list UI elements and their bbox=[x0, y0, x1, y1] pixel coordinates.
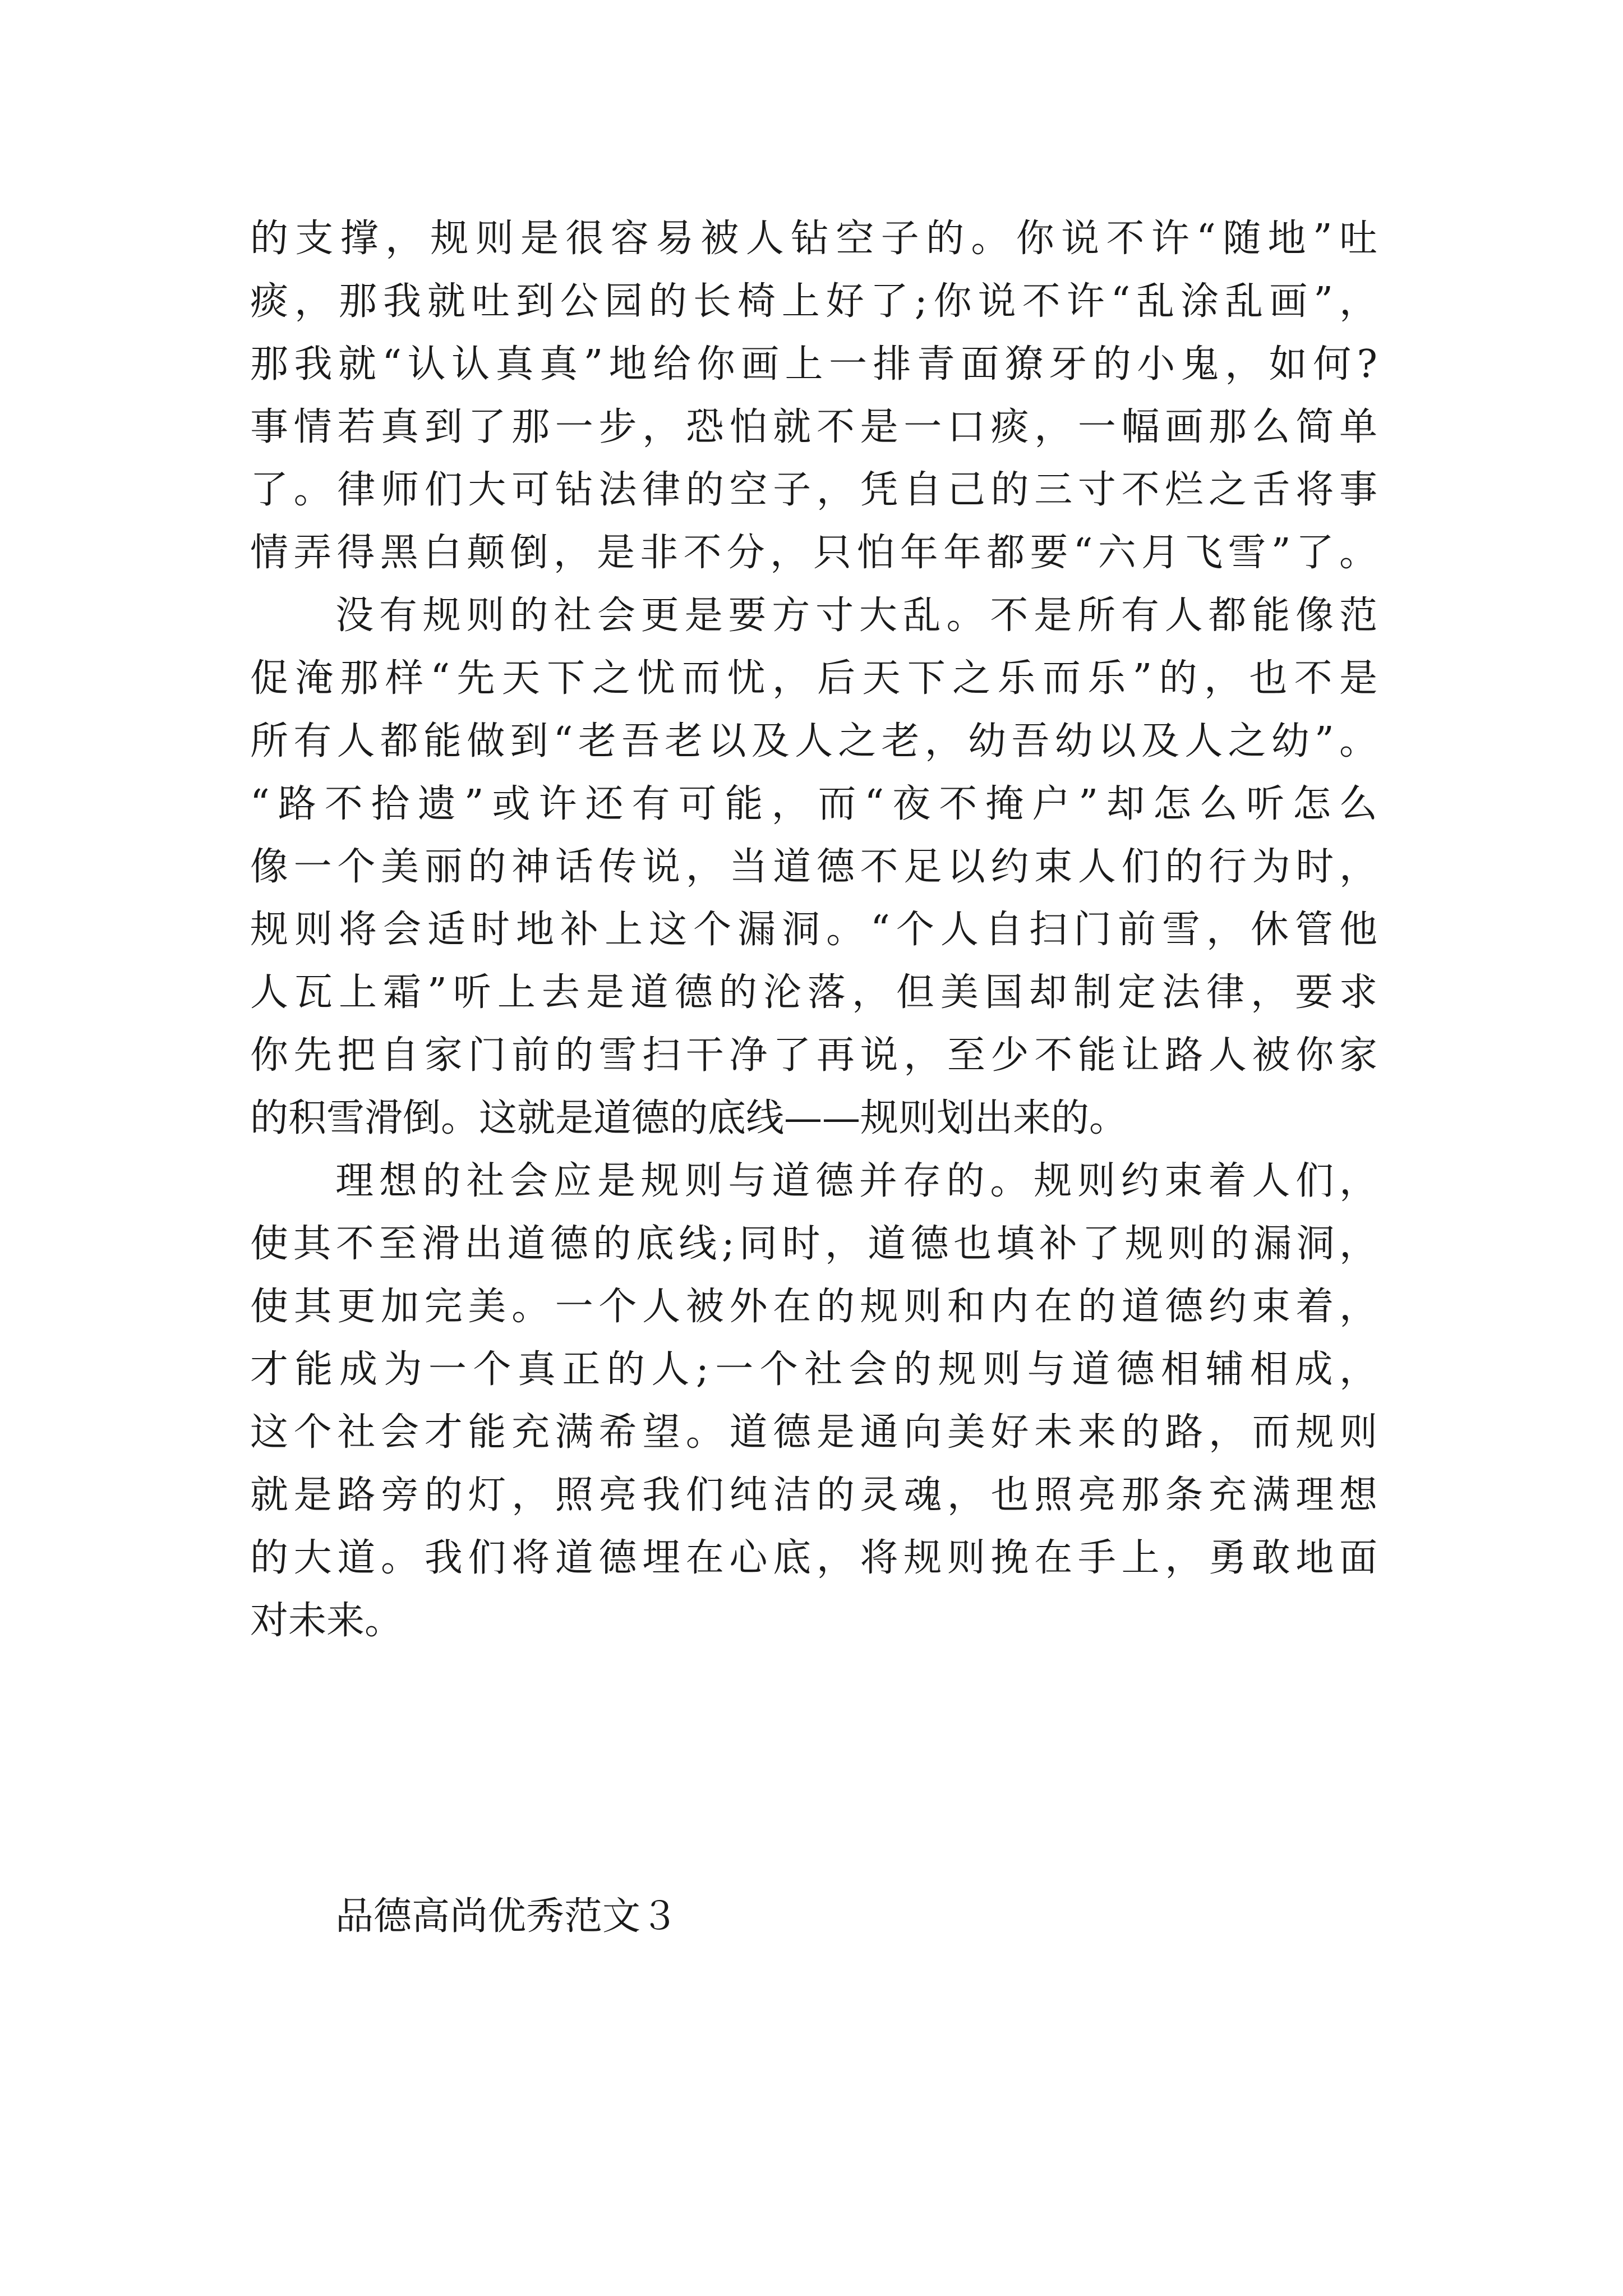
text-line: 你先把自家门前的雪扫干净了再说，至少不能让路人被你家 bbox=[250, 1033, 1377, 1078]
paragraph-1 bbox=[250, 208, 1377, 585]
essay-body bbox=[250, 208, 1377, 1653]
text-line: 使其更加完美。一个人被外在的规则和内在的道德约束着， bbox=[250, 1285, 1377, 1329]
text-line: 对未来。 bbox=[250, 1599, 403, 1643]
text-line: 所有人都能做到“老吾老以及人之老，幼吾幼以及人之幼”。 bbox=[250, 719, 1377, 763]
text-line: “路不拾遗”或许还有可能，而“夜不掩户”却怎么听怎么 bbox=[250, 782, 1377, 826]
text-line: 痰，那我就吐到公园的长椅上好了;你说不许“乱涂乱画”， bbox=[250, 279, 1377, 324]
paragraph-2 bbox=[250, 585, 1377, 1150]
text-line: 的支撑，规则是很容易被人钻空子的。你说不许“随地”吐 bbox=[250, 217, 1377, 261]
section-heading: 品德高尚优秀范文３ bbox=[335, 1894, 679, 1939]
text-line: 规则将会适时地补上这个漏洞。“个人自扫门前雪，休管他 bbox=[250, 908, 1377, 952]
text-line: 就是路旁的灯，照亮我们纯洁的灵魂，也照亮那条充满理想 bbox=[250, 1473, 1377, 1517]
text-line: 像一个美丽的神话传说，当道德不足以约束人们的行为时， bbox=[250, 845, 1377, 889]
text-line: 理想的社会应是规则与道德并存的。规则约束着人们， bbox=[335, 1159, 1377, 1203]
text-line: 的大道。我们将道德埋在心底，将规则挽在手上，勇敢地面 bbox=[250, 1536, 1377, 1580]
text-line: 的积雪滑倒。这就是道德的底线——规则划出来的。 bbox=[250, 1096, 1128, 1140]
text-line: 人瓦上霜”听上去是道德的沦落，但美国却制定法律，要求 bbox=[250, 970, 1377, 1015]
text-line: 促淹那样“先天下之忧而忧，后天下之乐而乐”的，也不是 bbox=[250, 656, 1377, 701]
text-line: 情弄得黑白颠倒，是非不分，只怕年年都要“六月飞雪”了。 bbox=[250, 531, 1377, 575]
text-line: 事情若真到了那一步，恐怕就不是一口痰，一幅画那么简单 bbox=[250, 405, 1377, 449]
text-line: 使其不至滑出道德的底线;同时，道德也填补了规则的漏洞， bbox=[250, 1222, 1377, 1266]
text-line: 没有规则的社会更是要方寸大乱。不是所有人都能像范 bbox=[335, 593, 1377, 638]
paragraph-3 bbox=[250, 1150, 1377, 1653]
text-line: 那我就“认认真真”地给你画上一排青面獠牙的小鬼，如何? bbox=[250, 342, 1377, 386]
text-line: 了。律师们大可钻法律的空子，凭自己的三寸不烂之舌将事 bbox=[250, 468, 1377, 512]
text-line: 才能成为一个真正的人;一个社会的规则与道德相辅相成， bbox=[250, 1347, 1377, 1392]
text-line: 这个社会才能充满希望。道德是通向美好未来的路，而规则 bbox=[250, 1410, 1377, 1455]
